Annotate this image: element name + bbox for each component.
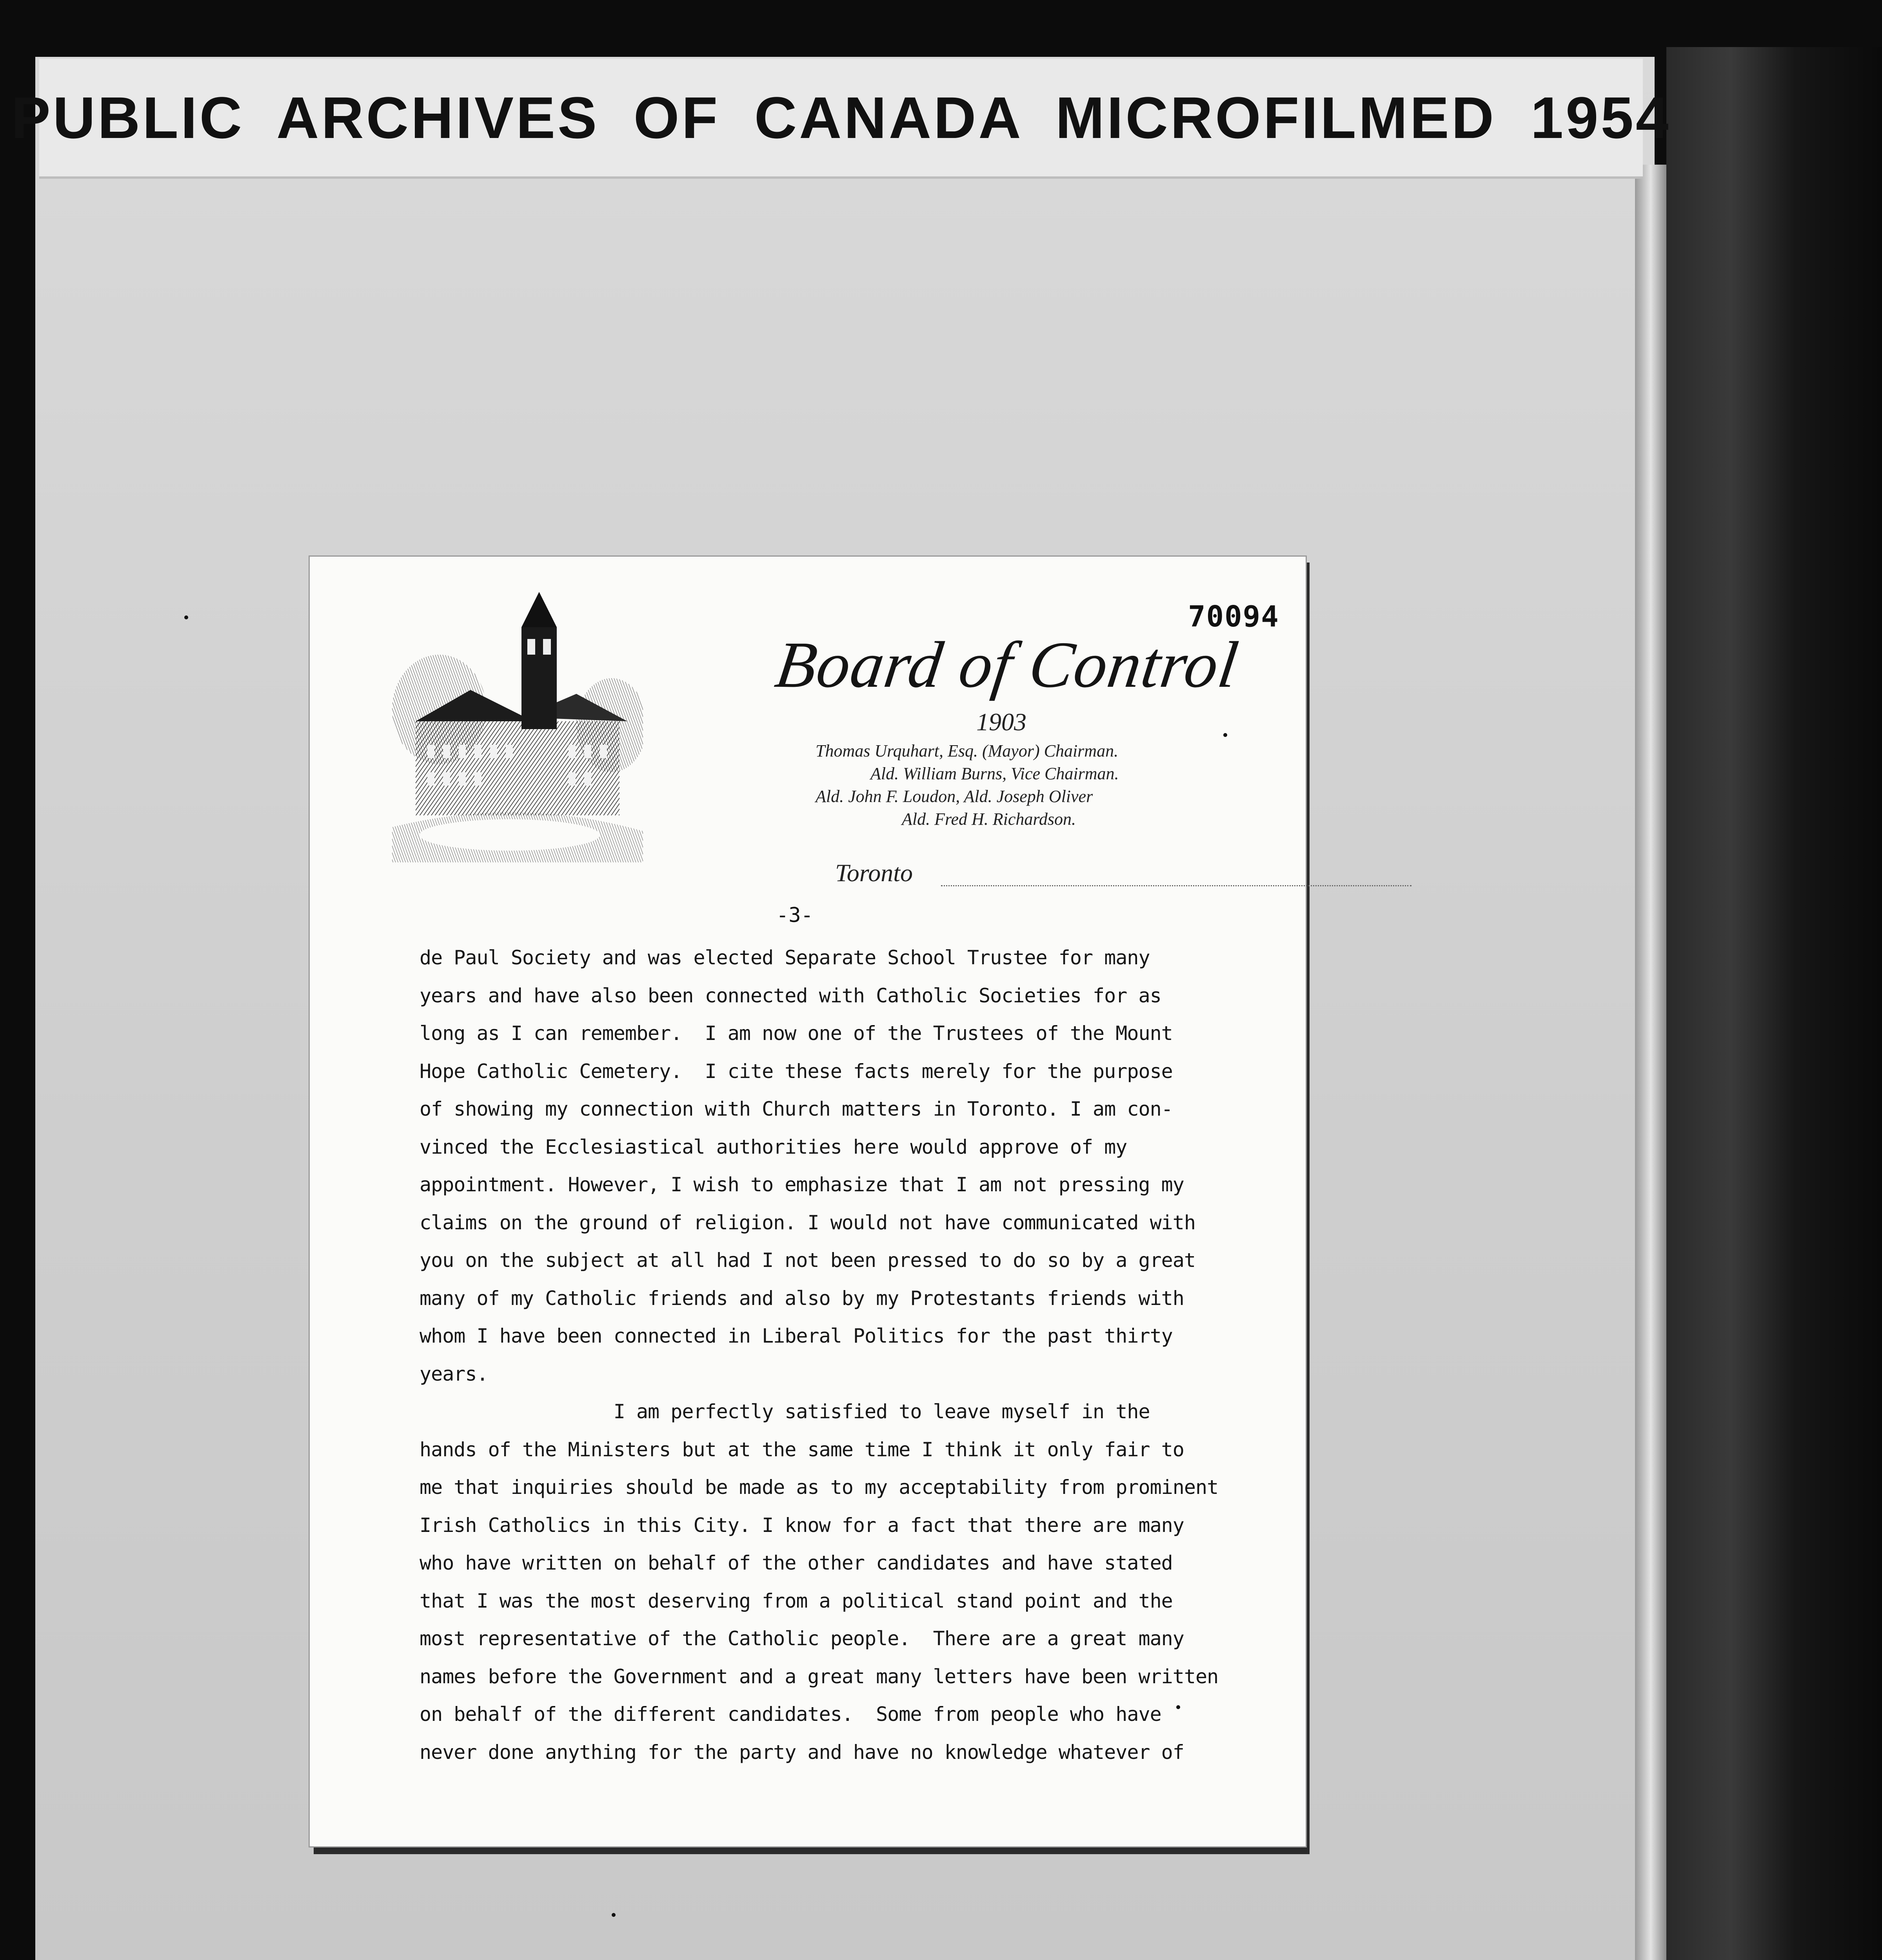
body-line: many of my Catholic friends and also by my Protestants friends with (420, 1287, 1184, 1310)
film-speck (612, 1913, 616, 1917)
officer-line: Thomas Urquhart, Esq. (Mayor) Chairman. (816, 741, 1119, 760)
film-speck (184, 615, 188, 619)
body-line: years. (420, 1362, 488, 1385)
letterhead-title: Board of Control (771, 628, 1243, 701)
letterhead-year: 1903 (976, 708, 1026, 736)
body-line: names before the Government and a great many letters have been written (420, 1665, 1219, 1688)
letter-page (310, 557, 1306, 1846)
date-line (941, 885, 1412, 886)
body-line: vinced the Ecclesiastical authorities here would approve of my (420, 1135, 1127, 1158)
body-line: hands of the Ministers but at the same time I think it only fair to (420, 1438, 1184, 1461)
body-line: who have written on behalf of the other candidates and have stated (420, 1552, 1173, 1574)
body-line: on behalf of the different candidates. Some from people who have (420, 1703, 1161, 1726)
archive-header-text: PUBLIC ARCHIVES OF CANADA MICROFILMED 1954 (11, 84, 1671, 151)
film-speck (1223, 733, 1227, 737)
body-line: Hope Catholic Cemetery. I cite these facts merely for the purpose (420, 1060, 1173, 1083)
city-hall-engraving (392, 592, 643, 862)
body-line: long as I can remember. I am now one of the Trustees of the Mount (420, 1022, 1173, 1045)
body-line: most representative of the Catholic people. There are a great many (420, 1627, 1184, 1650)
letter-body (420, 939, 1313, 1771)
officer-line: Ald. Fred H. Richardson. (902, 809, 1076, 829)
document-number: 70094 (1188, 600, 1279, 633)
film-dark-margin (1666, 47, 1882, 1960)
body-line: claims on the ground of religion. I would not have communicated with (420, 1211, 1195, 1234)
body-line: never done anything for the party and have no knowledge whatever of (420, 1740, 1184, 1764)
film-speck (1176, 1705, 1180, 1709)
body-line: whom I have been connected in Liberal Politics for the past thirty (420, 1325, 1173, 1347)
page-number: -3- (776, 904, 813, 927)
letterhead-city: Toronto (835, 859, 913, 887)
officer-line: Ald. William Burns, Vice Chairman. (870, 764, 1119, 783)
body-line: of showing my connection with Church matters in Toronto. I am con- (420, 1098, 1173, 1120)
archive-header (11, 59, 1671, 179)
body-line: de Paul Society and was elected Separate School Trustee for many (420, 946, 1150, 969)
body-line: that I was the most deserving from a political stand point and the (420, 1589, 1173, 1612)
officer-line: Ald. John F. Loudon, Ald. Joseph Oliver (816, 787, 1093, 806)
body-line: I am perfectly satisfied to leave myself in the (420, 1400, 1150, 1423)
body-line: appointment. However, I wish to emphasize that I am not pressing my (420, 1173, 1184, 1196)
body-line: you on the subject at all had I not been pressed to do so by a great (420, 1249, 1195, 1272)
board-edge (1635, 165, 1666, 1960)
body-line: Irish Catholics in this City. I know for a fact that there are many (420, 1514, 1184, 1537)
body-line: years and have also been connected with Catholic Societies for as (420, 984, 1161, 1007)
body-line: me that inquiries should be made as to my acceptability from prominent (420, 1476, 1219, 1499)
